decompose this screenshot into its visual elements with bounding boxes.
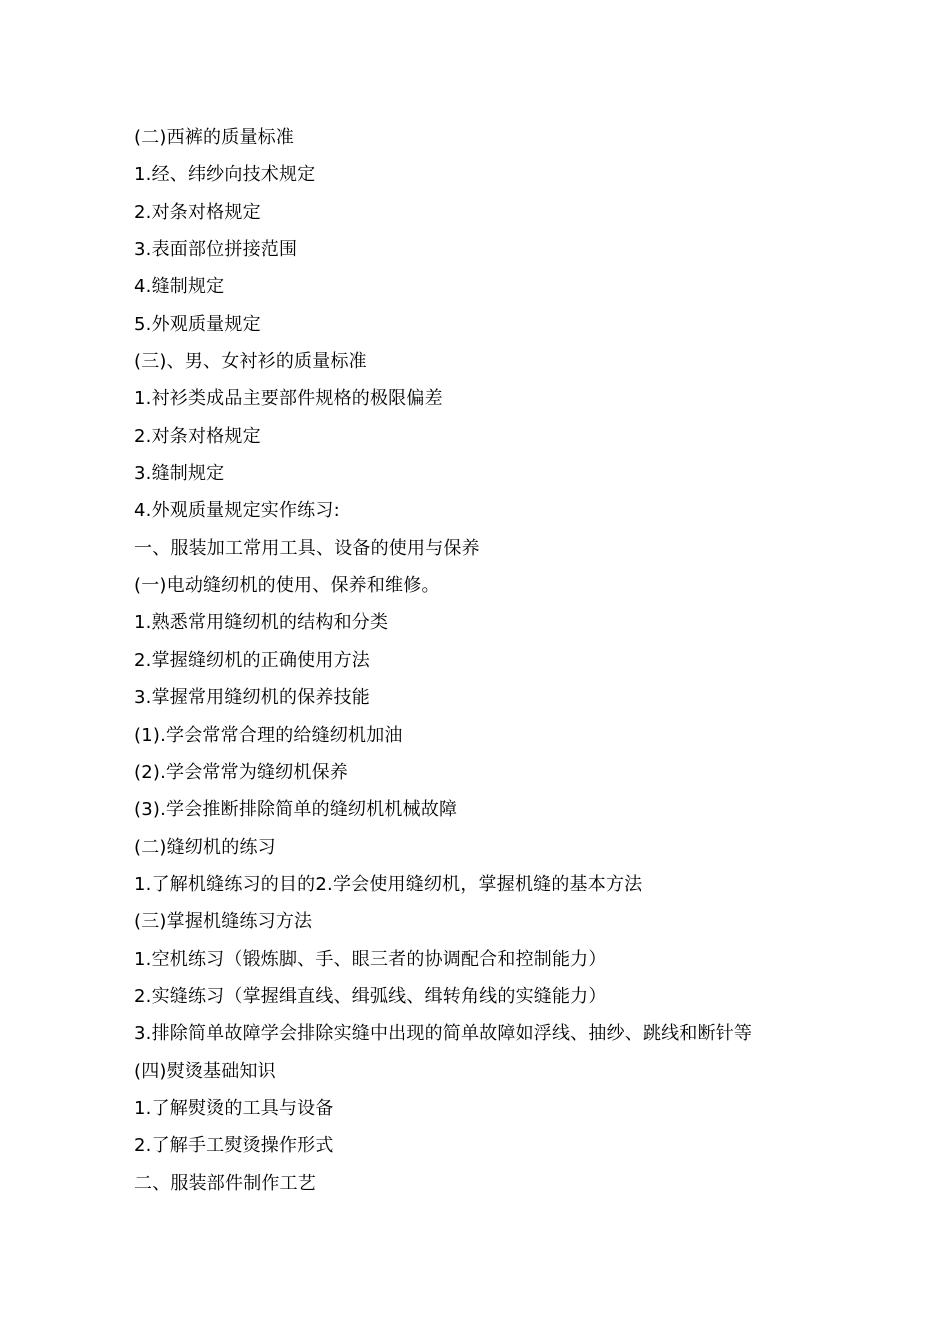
text-line: (2).学会常常为缝纫机保养 xyxy=(134,761,349,783)
text-line: 2.对条对格规定 xyxy=(134,201,261,223)
text-line: 3.表面部位拼接范围 xyxy=(134,239,298,261)
text-line: (二)西裤的质量标准 xyxy=(134,127,295,148)
text-line: 3.掌握常用缝纫机的保养技能 xyxy=(134,687,370,709)
text-line: 2.了解手工熨烫操作形式 xyxy=(134,1135,334,1157)
text-line: 3.缝制规定 xyxy=(134,463,225,485)
text-line: 1.熟悉常用缝纫机的结构和分类 xyxy=(134,612,389,634)
text-line: 2.实缝练习（掌握缉直线、缉弧线、缉转角线的实缝能力） xyxy=(134,985,607,1007)
text-line: (四)熨烫基础知识 xyxy=(134,1060,276,1082)
text-line: 1.了解熨烫的工具与设备 xyxy=(134,1097,334,1119)
text-line: (3).学会推断排除简单的缝纫机机械故障 xyxy=(134,799,458,821)
text-line: 2.对条对格规定 xyxy=(134,425,261,447)
text-line: 一、服装加工常用工具、设备的使用与保养 xyxy=(134,537,480,559)
text-line: 1.空机练习（锻炼脚、手、眼三者的协调配合和控制能力） xyxy=(134,948,607,970)
text-line: (二)缝纫机的练习 xyxy=(134,836,276,858)
text-line: 1.衬衫类成品主要部件规格的极限偏差 xyxy=(134,388,443,410)
text-line: 二、服装部件制作工艺 xyxy=(134,1172,316,1194)
text-line: (三)掌握机缝练习方法 xyxy=(134,911,313,933)
text-line: 2.掌握缝纫机的正确使用方法 xyxy=(134,649,370,671)
text-line: 1.了解机缝练习的目的2.学会使用缝纫机，掌握机缝的基本方法 xyxy=(134,873,643,895)
text-line: (三)、男、女衬衫的质量标准 xyxy=(134,351,367,373)
document-body xyxy=(134,126,914,1209)
text-line: 5.外观质量规定 xyxy=(134,313,261,335)
text-line: 3.排除简单故障学会排除实缝中出现的简单故障如浮线、抽纱、跳线和断针等 xyxy=(134,1023,753,1045)
text-line: (一)电动缝纫机的使用、保养和维修。 xyxy=(134,575,440,597)
text-line: 4.缝制规定 xyxy=(134,276,225,298)
text-line: 1.经、纬纱向技术规定 xyxy=(134,164,316,186)
text-line: (1).学会常常合理的给缝纫机加油 xyxy=(134,724,403,746)
text-line: 4.外观质量规定实作练习: xyxy=(134,500,340,522)
